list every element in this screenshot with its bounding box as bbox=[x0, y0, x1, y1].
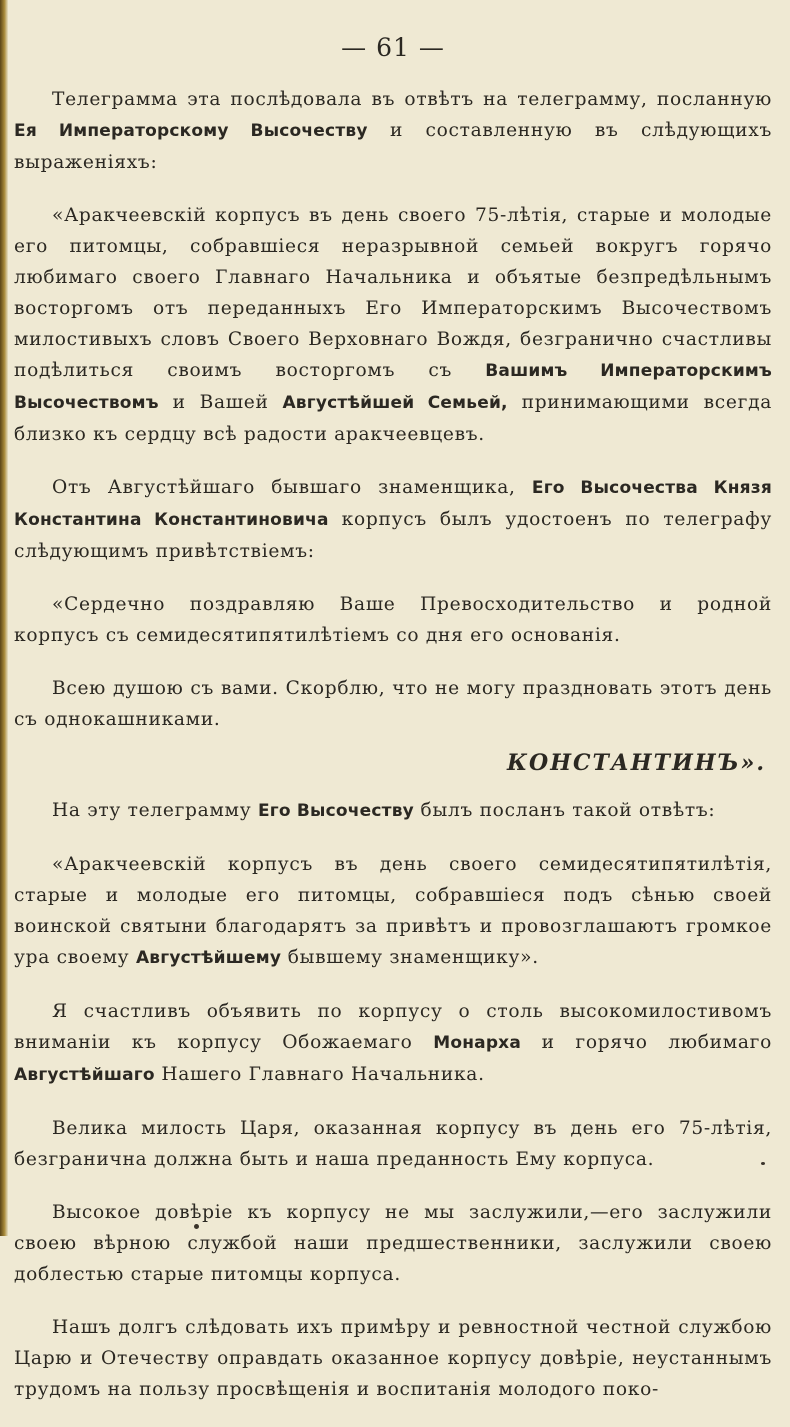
text: и Вашей bbox=[158, 392, 283, 413]
paragraph-greeting-intro bbox=[14, 472, 772, 567]
text: Телеграмма эта послѣдовала въ отвѣтъ на телеграмму, посланную bbox=[52, 89, 772, 110]
text: «Аракчеевскій корпусъ въ день своего семидесятипятилѣтія, старые и молодые его питомцы, собравшіеся подъ сѣнью своей воинской святыни благодарятъ за привѣтъ и провозглашаютъ громкое ура своему bbox=[14, 854, 772, 968]
text: Я счастливъ объявить по корпусу о столь высокомилостивомъ вниманіи къ корпусу Обожаемаго bbox=[14, 1001, 772, 1053]
bold-title: Его Высочеству bbox=[257, 801, 414, 821]
text: корпусъ былъ удостоенъ по телеграфу слѣдующимъ привѣтствіемъ: bbox=[14, 509, 772, 562]
bold-title: Ея Императорскому Высочеству bbox=[14, 121, 368, 141]
bold-title: Августѣйшаго bbox=[14, 1065, 155, 1085]
paragraph-mercy: Велика милость Царя, оказанная корпусу въ день его 75-лѣтія, безгранична должна быть и наша преданность Ему корпуса. bbox=[14, 1118, 772, 1170]
bold-title: Августѣйшему bbox=[135, 948, 282, 968]
bold-title: Августѣйшей Семьей, bbox=[282, 393, 508, 413]
paragraph-quoted-telegram bbox=[14, 200, 772, 450]
text: На эту телеграмму bbox=[52, 800, 258, 821]
paragraph-greeting-text: «Сердечно поздравляю Ваше Превосходительство и родной корпусъ съ семидесятипятилѣтіемъ со дня его основанія. bbox=[14, 594, 772, 646]
bold-title: Его Высочества Князя Константина Константиновича bbox=[14, 478, 772, 530]
paragraph-reply-text bbox=[14, 849, 772, 974]
paragraph-trust: Высокое довѣріе къ корпусу не мы заслужили,—его заслужили своею вѣрною службой наши предшественники, заслужили своею доблестью старые питомцы корпуса. bbox=[14, 1202, 772, 1285]
document-page bbox=[14, 28, 772, 1427]
print-speck bbox=[194, 1224, 199, 1229]
paragraph-greeting-text-continued: Всею душою съ вами. Скорблю, что не могу праздновать этотъ день съ однокашниками. bbox=[14, 678, 772, 730]
text: Отъ Августѣйшаго бывшаго знаменщика, bbox=[52, 477, 532, 498]
text: былъ посланъ такой отвѣтъ: bbox=[413, 800, 716, 821]
text: принимающими всегда близко къ сердцу всѣ радости аракчеевцевъ. bbox=[14, 392, 773, 445]
text: «Аракчеевскій корпусъ въ день своего 75-лѣтія, старые и молодые его питомцы, собравшіеся неразрывной семьей вокругъ горячо любимаго своего Главнаго Начальника и объятые безпредѣльнымъ восторгомъ отъ переданныхъ Его Императорскимъ Высочествомъ милостивыхъ словъ Своего Верховнаго Вождя, безгранично счастливы подѣлиться своимъ восторгомъ съ bbox=[14, 205, 772, 381]
page-binding-edge bbox=[0, 0, 8, 1236]
signature: КОНСТАНТИНЪ». bbox=[507, 750, 766, 776]
text: и горячо любимаго bbox=[521, 1032, 772, 1053]
text: и составленную въ слѣдующихъ выраженіяхъ: bbox=[14, 120, 772, 173]
text: бывшему знаменщику». bbox=[281, 947, 539, 968]
page-number: — 61 — bbox=[341, 33, 445, 62]
paragraph-reply-intro bbox=[14, 795, 772, 827]
bold-title: Монарха bbox=[433, 1033, 522, 1053]
paragraph-telegram-intro bbox=[14, 84, 772, 178]
print-speck bbox=[761, 1162, 765, 1165]
text: Нашего Главнаго Начальника. bbox=[154, 1064, 485, 1085]
paragraph-duty: Нашъ долгъ слѣдовать ихъ примѣру и ревностной честной службою Царю и Отечеству оправдать оказанное корпусу довѣріе, неустаннымъ трудомъ на пользу просвѣщенія и воспитанія молодого поко- bbox=[14, 1317, 772, 1400]
bold-title: Вашимъ Императорскимъ Высочествомъ bbox=[14, 361, 772, 413]
paragraph-announcement bbox=[14, 996, 772, 1091]
